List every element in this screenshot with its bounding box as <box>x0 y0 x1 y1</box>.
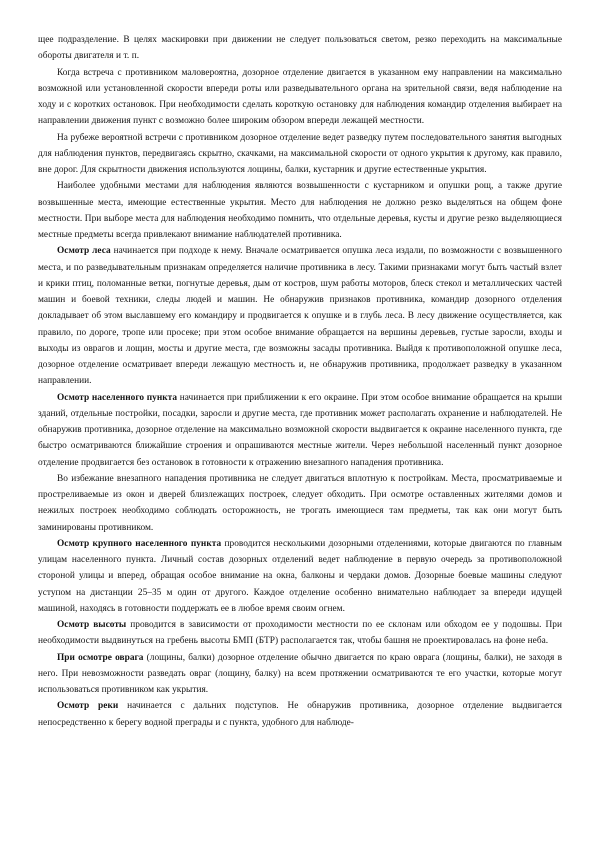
paragraph-lead: Осмотр крупного населенного пункта <box>57 538 222 549</box>
paragraph-text: проводится в зависимости от проходимости местности по ее склонам или обходом ее у подошвы. При необходимости выдвинуться на гребень высоты БМП (БТР) располагается так, чтобы башня не проектировалась на фоне неба. <box>38 620 562 647</box>
paragraph <box>38 32 562 65</box>
paragraph-text: Во избежание внезапного нападения противника не следует двигаться вплотную к постройкам. Места, просматриваемые и простреливаемые из окон и дверей близлежащих построек, следует обходить. При осмотре оставленных жителями домов и нежилых построек необходимо соблюдать осторожность, не трогать имеющиеся там предметы, так как они могут быть заминированы противником. <box>38 473 562 533</box>
paragraph-text: Когда встреча с противником маловероятна, дозорное отделение двигается в указанном ему направлении на максимально возможной или установленной скорости впереди роты или разведывательного органа на зрительной связи, ведя наблюдение на ходу и с коротких остановок. При необходимости сделать короткую остановку для наблюдения командир отделения выбирает на направлении движения пункт с возможно более широким обзором впереди лежащей местности. <box>38 67 562 127</box>
paragraph-text: На рубеже вероятной встречи с противником дозорное отделение ведет разведку путем последовательного занятия выгодных для наблюдения пунктов, передвигаясь скрытно, скачками, на максимальной скорости от одного укрытия к другому, как правило, вне дорог. Для скрытности движения используются лощины, балки, кустарник и другие естественные укрытия. <box>38 132 562 175</box>
paragraph-lead: Осмотр высоты <box>57 620 127 630</box>
paragraph-text: начинается при подходе к нему. Вначале осматривается опушка леса издали, по возможности с возвышенного места, и по разведывательным признакам определяется наличие противника в лесу. Такими признаками могут быть частый взлет и крики птиц, поломанные ветки, погнутые деревья, дым от костров, шум работы моторов, блеск стекол и металлических частей машин и боевой техники, следы людей и машин. Не обнаружив признаков противника, командир дозорного отделения докладывает об этом выславшему его командиру и продвигается к опушке и в глубь леса. В лесу движение осуществляется, как правило, по дороге, тропе или просеке; при этом особое внимание обращается на вершины деревьев, густые заросли, входы и выходы из оврагов и лощин, мосты и другие места, где возможны засады противника. Выйдя к противоположной опушке леса, дозорное отделение осматривает впереди лежащую местность и, не обнаружив противника, продолжает разведку в указанном направлении. <box>38 246 563 387</box>
paragraph <box>38 536 562 617</box>
paragraph <box>38 178 562 243</box>
paragraph-text: (лощины, балки) дозорное отделение обычно двигается по краю оврага (лощины, балки), не заходя в него. При невозможности разведать овраг (лощину, балку) на всем протяжении осматриваются те его участки, которые могут использоваться противником как укрытия. <box>38 652 562 695</box>
paragraph <box>38 243 562 389</box>
paragraph-text: Наиболее удобными местами для наблюдения являются возвышенности с кустарником и опушки рощ, а также другие возвышенные места, имеющие естественные укрытия. Место для наблюдения не должно резко выделяться на общем фоне местности. При выборе места для наблюдения необходимо помнить, что отдельные деревья, кусты и другие резко выделяющиеся местные предметы всегда привлекают внимание наблюдателей противника. <box>38 181 562 240</box>
paragraph <box>38 65 562 130</box>
page-body <box>38 32 562 731</box>
paragraph-text: начинается с дальних подступов. Не обнаружив противника, дозорное отделение выдвигается непосредственно к берегу водной преграды и с пункта, удобного для наблюде- <box>38 701 562 728</box>
paragraph-lead: При осмотре оврага <box>57 652 144 663</box>
paragraph-text: щее подразделение. В целях маскировки при движении не следует пользоваться светом, резко переходить на максимальные обороты двигателя и т. п. <box>38 35 562 62</box>
paragraph-text: начинается при приближении к его окраине. При этом особое внимание обращается на крыши зданий, отдельные постройки, посадки, заросли и другие места, где противник может располагать охранение и наблюдателей. Не обнаружив противника, дозорное отделение на максимально возможной скорости выдвигается к окраине населенного пункта, где быстро осматриваются ближайшие строения и опрашиваются местные жители. Через небольшой населенный пункт дозорное отделение продвигается без остановок в готовности к отражению внезапного нападения противника. <box>38 392 562 468</box>
paragraph-lead: Осмотр леса <box>57 246 111 257</box>
paragraph <box>38 698 562 731</box>
paragraph <box>38 617 562 650</box>
paragraph <box>38 390 562 471</box>
paragraph-lead: Осмотр населенного пункта <box>57 392 178 403</box>
paragraph-text: проводится несколькими дозорными отделениями, которые двигаются по главным улицам населенного пункта. Личный состав дозорных отделений ведет наблюдение в первую очередь за противоположной стороной улицы и вперед, обращая особое внимание на окна, балконы и чердаки домов. Дозорные боевые машины следуют уступом на дистанции 25–35 м один от другого. Каждое отделение особенно внимательно наблюдает за впереди идущей машиной, находясь в готовности поддержать ее в любое время своим огнем. <box>38 538 562 614</box>
paragraph-lead: Осмотр реки <box>57 701 119 712</box>
paragraph <box>38 471 562 536</box>
paragraph <box>38 130 562 179</box>
paragraph <box>38 650 562 699</box>
